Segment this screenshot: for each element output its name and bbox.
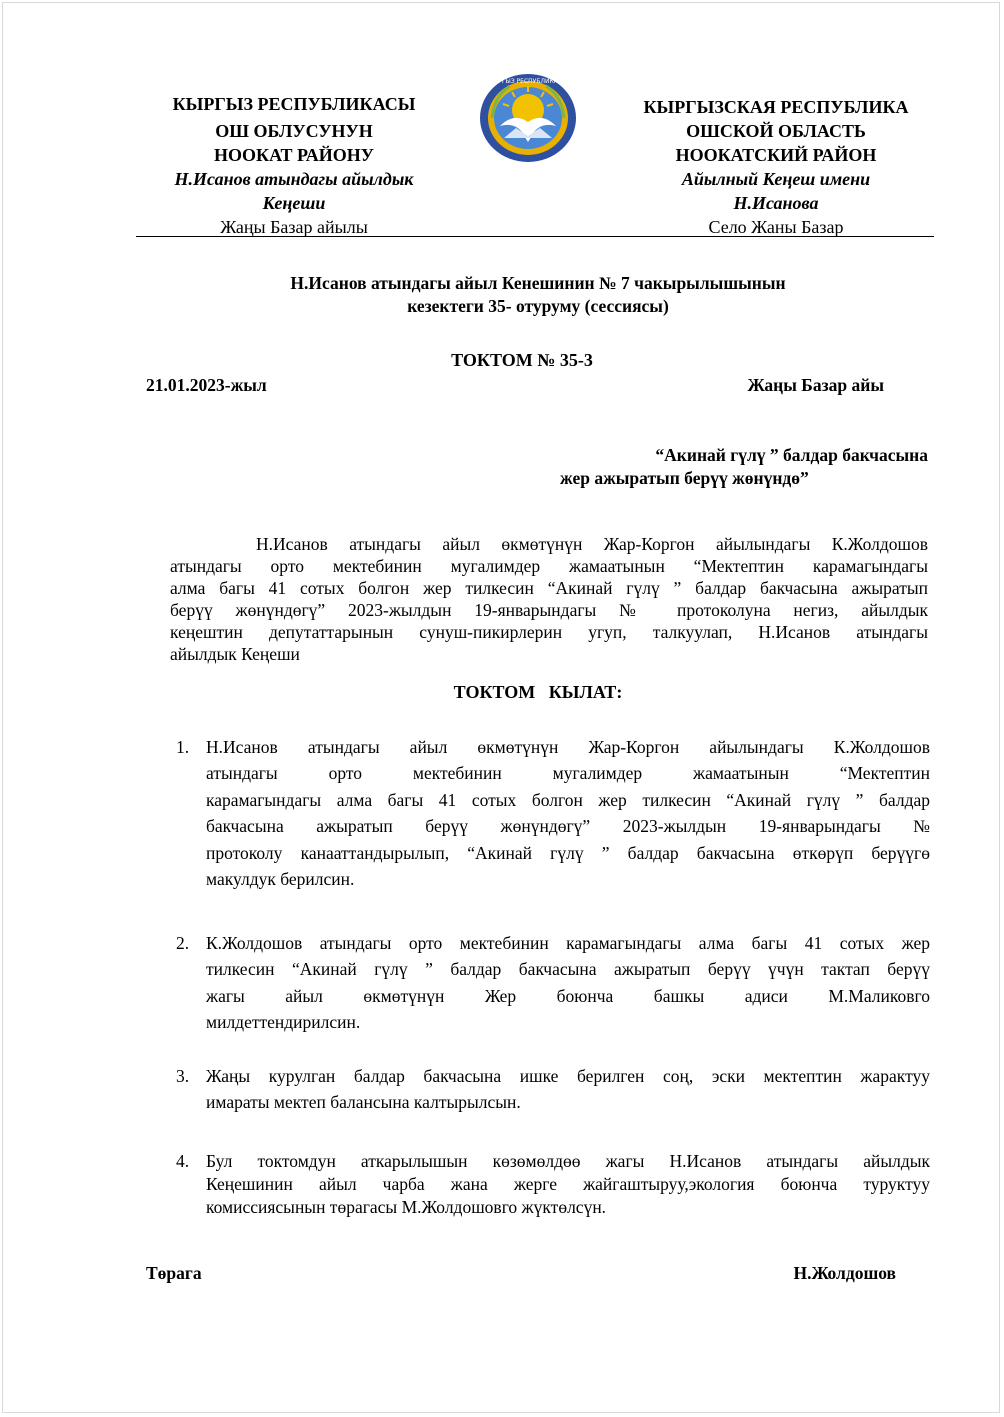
item-line: карамагындагы алма багы 41 сотых болгон жер тилкесин “Акинай гүлү ” балдар — [206, 789, 930, 810]
resolution-item-2 — [176, 930, 930, 1036]
resolution-item-3 — [176, 1063, 930, 1116]
decree-place: Жаңы Базар айы — [747, 375, 884, 395]
header-right-district: НООКАТСКИЙ РАЙОН — [675, 145, 877, 165]
emblem-icon — [478, 72, 578, 164]
header-right-council-line1: Айылный Кеңеш имени — [681, 169, 871, 189]
emblem-text: КЫРГЫЗ РЕСПУБЛИКАСЫ — [488, 78, 568, 85]
header-left-council-line1: Н.Исанов атындагы айылдык — [174, 169, 414, 189]
decree-title: ТОКТОМ № 35-3 — [451, 350, 593, 370]
resolves-heading: ТОКТОМ КЫЛАТ: — [453, 682, 623, 702]
item-number: 1. — [176, 737, 190, 757]
session-title-line1: Н.Исанов атындагы айыл Кенешинин № 7 чакырылышынын — [290, 273, 786, 293]
item-line: атындагы орто мектебинин мугалимдер жамаатынын “Мектептин — [206, 763, 930, 784]
preamble — [170, 533, 928, 665]
item-line: К.Жолдошов атындагы орто мектебинин карамагындагы алма багы 41 сотых жер — [206, 933, 930, 953]
preamble-line: кеңештин депутаттарынын сунуш-пикирлерин угуп, талкуулап, Н.Исанов атындагы — [170, 622, 928, 642]
resolution-item-4 — [176, 1150, 930, 1219]
signature-position: Төрага — [146, 1263, 202, 1283]
header-right-region: ОШСКОЙ ОБЛАСТЬ — [686, 121, 866, 141]
header-right — [620, 95, 932, 239]
item-line: комиссиясынын төрагасы М.Жолдошовго жүктөлсүн. — [206, 1197, 607, 1217]
header-divider — [136, 236, 934, 237]
item-line: Бул токтомдун аткарылышын көзөмөлдөө жагы Н.Исанов атындагы айылдык — [206, 1151, 930, 1171]
item-line: милдеттендирилсин. — [206, 1012, 361, 1033]
item-line: Кеңешинин айыл чарба жана жерге жайгаштыруу,экология боюнча туруктуу — [206, 1174, 930, 1194]
item-line: бакчасына ажыратып берүү жөнүндөгү” 2023-жылдын 19-январындагы № — [206, 816, 930, 837]
header-right-village: Село Жаны Базар — [708, 217, 844, 237]
signature-name: Н.Жолдошов — [793, 1263, 896, 1283]
item-line: макулдук берилсин. — [206, 869, 355, 890]
session-title-line2: кезектеги 35- отуруму (сессиясы) — [407, 296, 669, 316]
header-left-country: КЫРГЫЗ РЕСПУБЛИКАСЫ — [172, 94, 416, 114]
preamble-line: Н.Исанов атындагы айыл өкмөтүнүн Жар-Коргон айылындагы К.Жолдошов — [256, 534, 928, 554]
item-line: тилкесин “Акинай гүлү ” балдар бакчасына ажыратып берүү үчүн тактап берүү — [206, 959, 930, 980]
header-left-council-line2: Кеңеши — [262, 193, 326, 213]
header-left-village: Жаңы Базар айылы — [220, 217, 368, 237]
decree-subject-line1: “Акинай гүлү ” балдар бакчасына — [655, 445, 928, 465]
preamble-line: алма багы 41 сотых болгон жер тилкесин “Акинай гүлү ” балдар бакчасына ажыратып — [170, 578, 928, 598]
state-emblem — [478, 72, 578, 164]
preamble-line: берүү жөнүндөгү” 2023-жылдын 19-январындагы № протоколуна негиз, айылдык — [170, 600, 928, 620]
item-number: 4. — [176, 1151, 190, 1171]
header-left-region: ОШ ОБЛУСУНУН — [215, 121, 373, 141]
preamble-line: айылдык Кеңеши — [170, 644, 300, 664]
preamble-line: атындагы орто мектебинин мугалимдер жамаатынын “Мектептин карамагындагы — [170, 556, 928, 576]
decree-subject-line2: жер ажыратып берүү жөнүндө” — [560, 468, 809, 488]
header-left-district: НООКАТ РАЙОНУ — [214, 145, 374, 165]
item-line: Н.Исанов атындагы айыл өкмөтүнүн Жар-Коргон айылындагы К.Жолдошов — [206, 737, 930, 757]
header-right-council-line2: Н.Исанова — [733, 193, 819, 213]
item-number: 2. — [176, 933, 190, 953]
header-right-country: КЫРГЫЗСКАЯ РЕСПУБЛИКА — [643, 97, 909, 117]
item-line: Жаңы курулган балдар бакчасына ишке берилген соң, эски мектептин жарактуу — [206, 1066, 930, 1086]
decree-date: 21.01.2023-жыл — [146, 375, 267, 395]
item-line: протоколу канааттандырылып, “Акинай гүлү ” балдар бакчасына өткөрүп берүүгө — [206, 842, 930, 863]
decree-subject — [560, 444, 928, 490]
resolution-item-1 — [176, 734, 930, 892]
header-left — [138, 92, 450, 239]
item-number: 3. — [176, 1066, 190, 1086]
item-line: жагы айыл өкмөтүнүн Жер боюнча башкы адиси М.Маликовго — [206, 985, 930, 1006]
session-title — [100, 272, 976, 318]
item-line: имараты мектеп балансына калтырылсын. — [206, 1092, 521, 1113]
